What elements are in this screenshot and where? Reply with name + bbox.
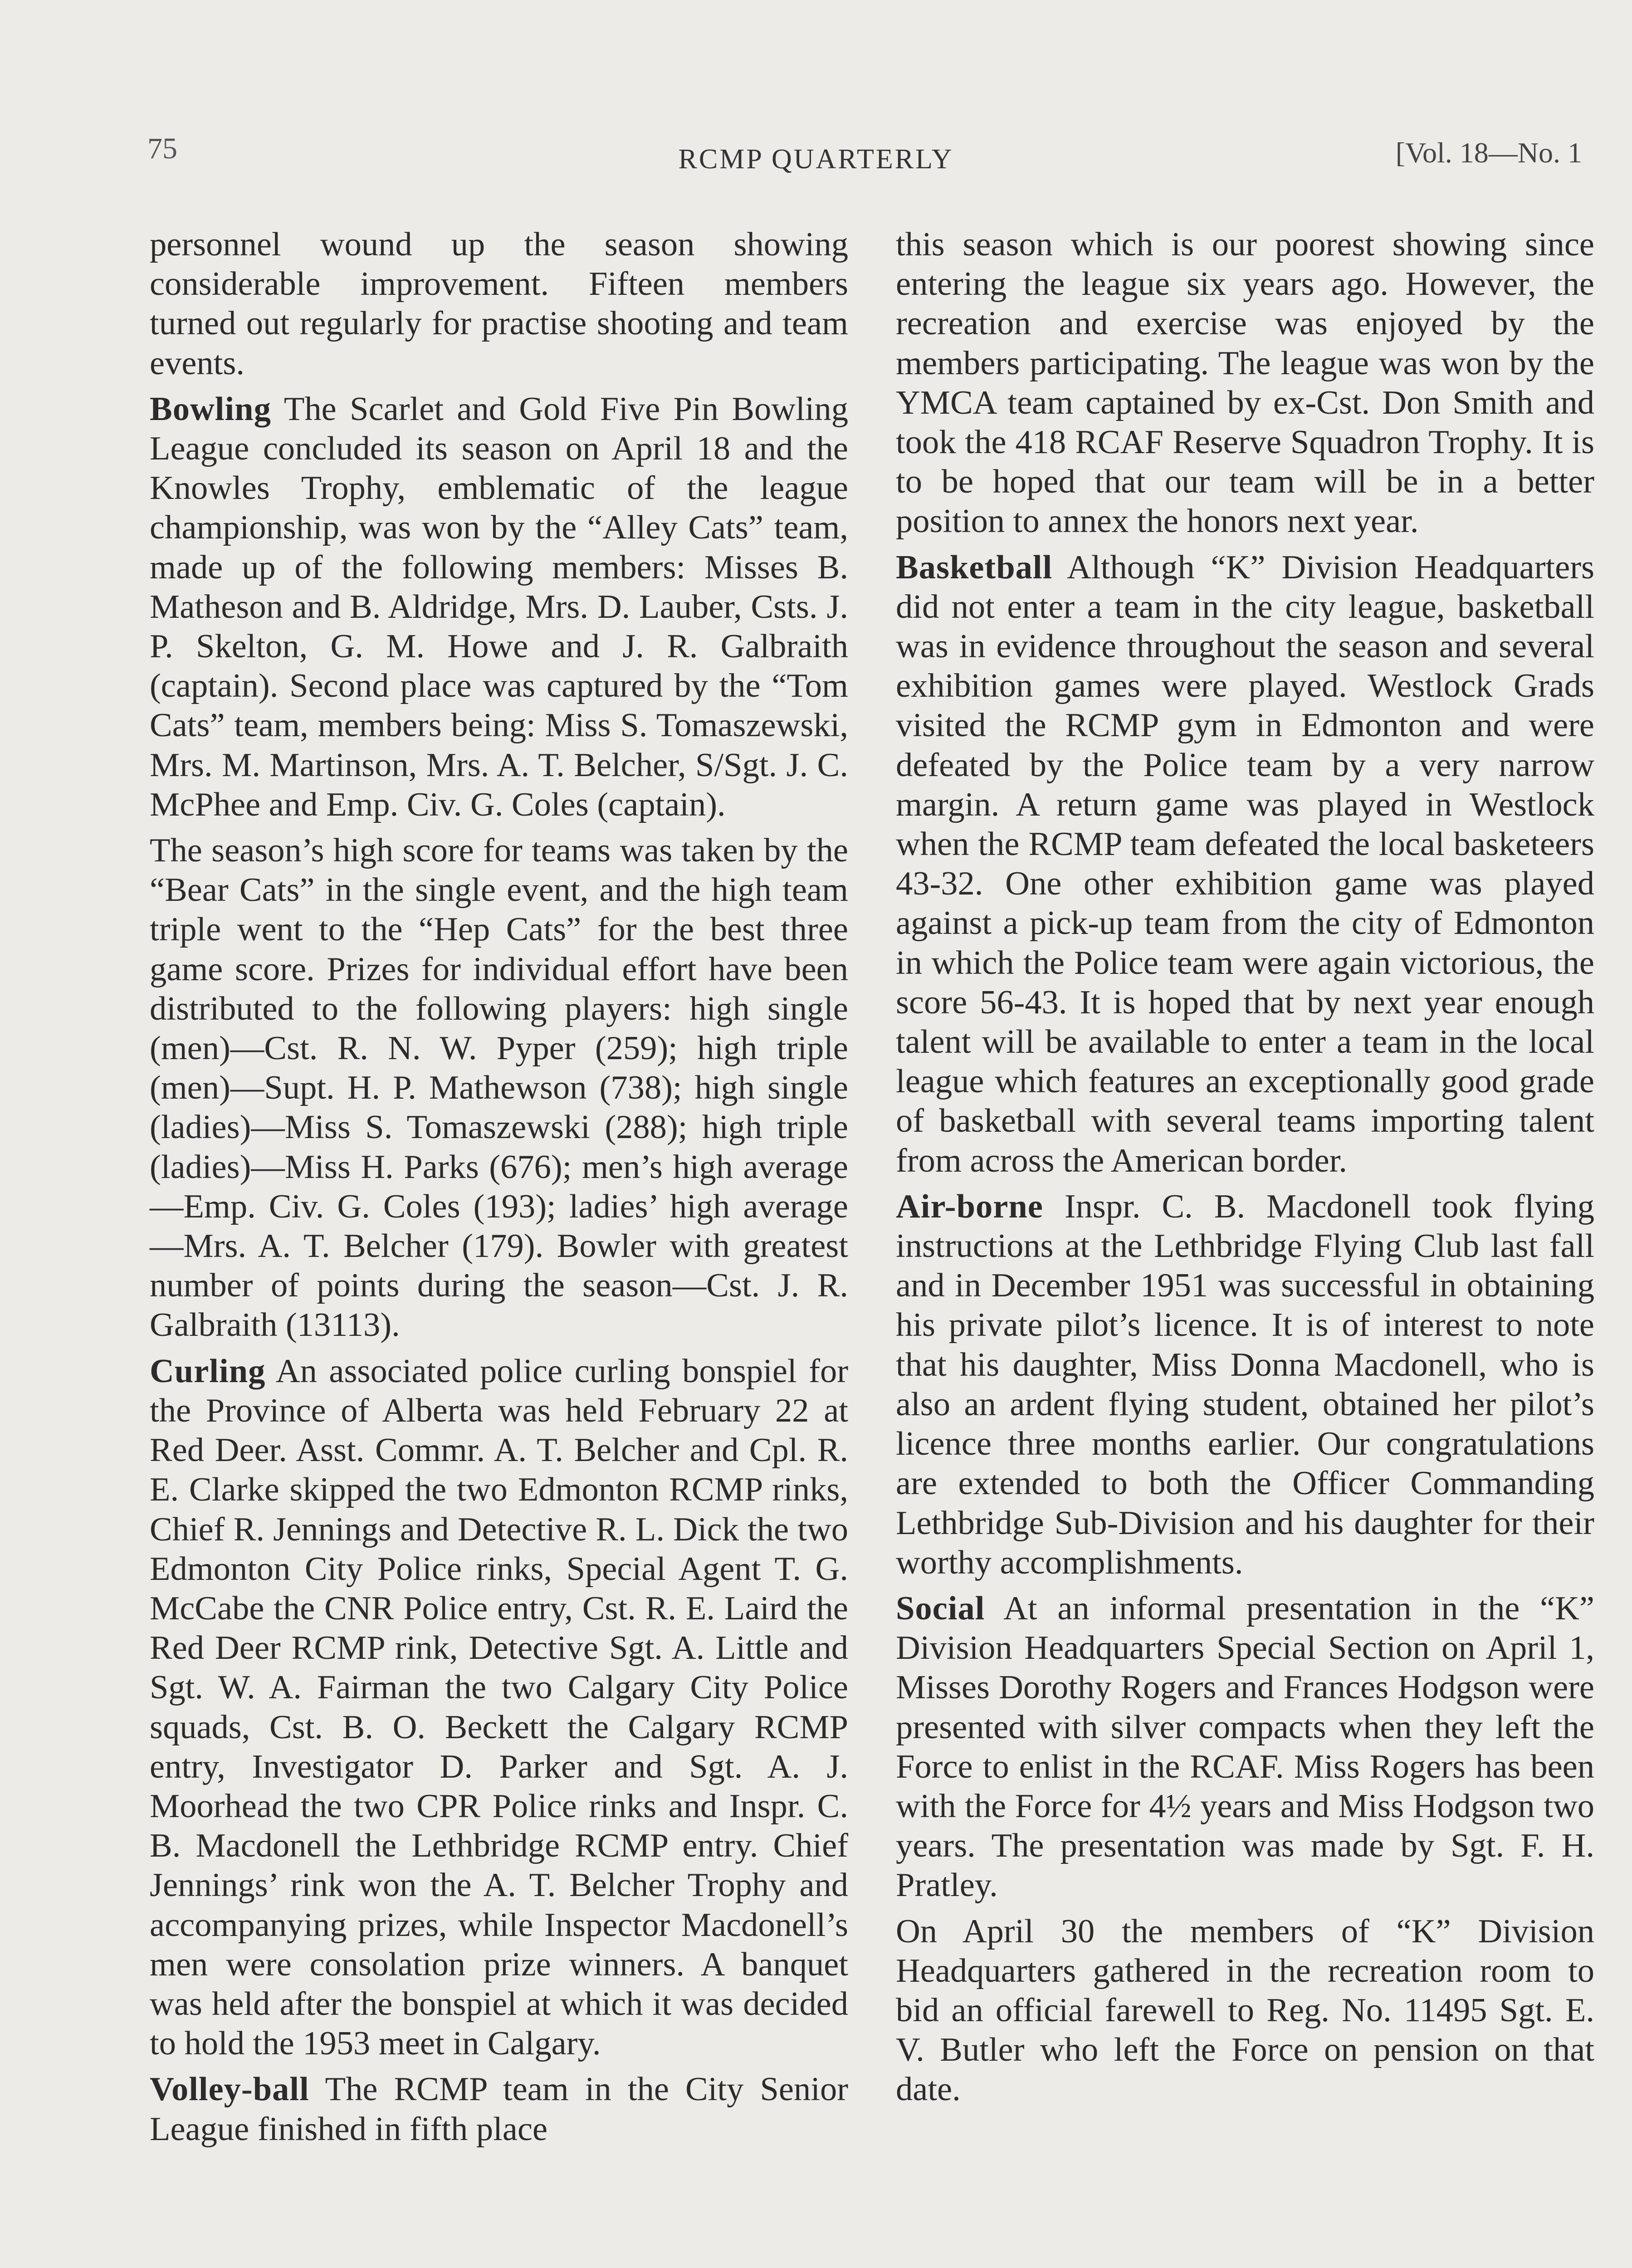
- left-column: [150, 225, 848, 2156]
- paragraph: [896, 1912, 1594, 2110]
- section-heading-air-borne: Air-borne: [896, 1188, 1043, 1225]
- paragraph: [150, 390, 848, 825]
- journal-title: RCMP QUARTERLY: [678, 144, 954, 175]
- paragraph: [150, 831, 848, 1345]
- paragraph: [150, 1352, 848, 2064]
- paragraph: [150, 2070, 848, 2149]
- paragraph-text: On April 30 the members of “K” Division Headquarters gathered in the recreation room to bid an official farewell to Reg. No. 11495 Sgt. E. V. Butler who left the Force on pension on that date.: [896, 1912, 1594, 2108]
- right-column: [896, 225, 1594, 2116]
- volume-info: [Vol. 18—No. 1: [1395, 137, 1582, 169]
- section-heading-volley-ball: Volley-ball: [150, 2071, 309, 2108]
- page-number: 75: [147, 132, 177, 165]
- paragraph-text: this season which is our poorest showing since entering the league six years ago. However, the recreation and exercise was enjoyed by the members participating. The league was won by the YMCA team captained by ex-Cst. Don Smith and took the 418 RCAF Reserve Squadron Trophy. It is to be hoped that our team will be in a better position to annex the honors next year.: [896, 226, 1594, 540]
- paragraph: [896, 225, 1594, 542]
- paragraph-text: The Scarlet and Gold Five Pin Bowling League concluded its season on April 18 and the Knowles Trophy, emblematic of the league championship, was won by the “Alley Cats” team, made up of the following members: Misses B. Matheson and B. Aldridge, Mrs. D. Lauber, Csts. J. P. Skelton, G. M. Howe and J. R. Galbraith (captain). Second place was captured by the “Tom Cats” team, members being: Miss S. Tomaszewski, Mrs. M. Martinson, Mrs. A. T. Belcher, S/Sgt. J. C. McPhee and Emp. Civ. G. Coles (captain).: [150, 390, 849, 823]
- section-heading-bowling: Bowling: [150, 390, 271, 428]
- paragraph: [150, 225, 848, 383]
- paragraph-text: Although “K” Division Headquarters did not enter a team in the city league, basketball was in evidence throughout the season and several exhibition games were played. Westlock Grads visited the RCMP gym in Edmonton and were defeated by the Police team by a very narrow margin. A return game was played in Westlock when the RCMP team defeated the local basketeers 43-32. One other exhibition game was played against a pick-up team from the city of Edmonton in which the Police team were again victorious, the score 56-43. It is hoped that by next year enough talent will be available to enter a team in the local league which features an exceptionally good grade of basketball with several teams importing talent from across the American border.: [896, 548, 1594, 1179]
- paragraph-text: The season’s high score for teams was taken by the “Bear Cats” in the single event, and the high team triple went to the “Hep Cats” for the best three game score. Prizes for individual effort have been distributed to the following players: high single (men)—Cst. R. N. W. Pyper (259); high triple (men)—Supt. H. P. Mathewson (738); high single (ladies)—Miss S. Tomaszewski (288); high triple (ladies)—Miss H. Parks (676); men’s high average—Emp. Civ. G. Coles (193); ladies’ high average—Mrs. A. T. Belcher (179). Bowler with greatest number of points during the season—Cst. J. R. Galbraith (13113).: [150, 832, 848, 1344]
- section-heading-basketball: Basketball: [896, 548, 1053, 586]
- paragraph: [896, 1187, 1594, 1583]
- paragraph-text: Inspr. C. B. Macdonell took flying instructions at the Lethbridge Flying Club last fall and in December 1951 was successful in obtaining his private pilot’s licence. It is of interest to note that his daughter, Miss Donna Macdonell, who is also an ardent flying student, obtained her pilot’s licence three months earlier. Our congratulations are extended to both the Officer Commanding Lethbridge Sub-Division and his daughter for their worthy accomplishments.: [896, 1188, 1594, 1581]
- paragraph: [896, 1589, 1594, 1906]
- section-heading-curling: Curling: [150, 1352, 266, 1390]
- paragraph-text: An associated police curling bonspiel for the Province of Alberta was held February 22 at Red Deer. Asst. Commr. A. T. Belcher and Cpl. R. E. Clarke skipped the two Edmonton RCMP rinks, Chief R. Jennings and Detective R. L. Dick the two Edmonton City Police rinks, Special Agent T. G. McCabe the CNR Police entry, Cst. R. E. Laird the Red Deer RCMP rink, Detective Sgt. A. Little and Sgt. W. A. Fairman the two Calgary City Police squads, Cst. B. O. Beckett the Calgary RCMP entry, Investigator D. Parker and Sgt. A. J. Moorhead the two CPR Police rinks and Inspr. C. B. Macdonell the Lethbridge RCMP entry. Chief Jennings’ rink won the A. T. Belcher Trophy and accompanying prizes, while Inspector Macdonell’s men were consolation prize winners. A banquet was held after the bonspiel at which it was decided to hold the 1953 meet in Calgary.: [150, 1352, 849, 2063]
- paragraph: [896, 548, 1594, 1181]
- paragraph-text: The RCMP team in the City Senior League finished in fifth place: [150, 2071, 848, 2148]
- page-header: [0, 132, 1632, 181]
- section-heading-social: Social: [896, 1589, 985, 1627]
- paragraph-text: At an informal presentation in the “K” Division Headquarters Special Section on April 1, Misses Dorothy Rogers and Frances Hodgson were presented with silver compacts when they left the Force to enlist in the RCAF. Miss Rogers has been with the Force for 4½ years and Miss Hodgson two years. The presentation was made by Sgt. F. H. Pratley.: [896, 1589, 1594, 1904]
- paragraph-text: personnel wound up the season showing considerable improvement. Fifteen members turned out regularly for practise shooting and team events.: [150, 226, 848, 382]
